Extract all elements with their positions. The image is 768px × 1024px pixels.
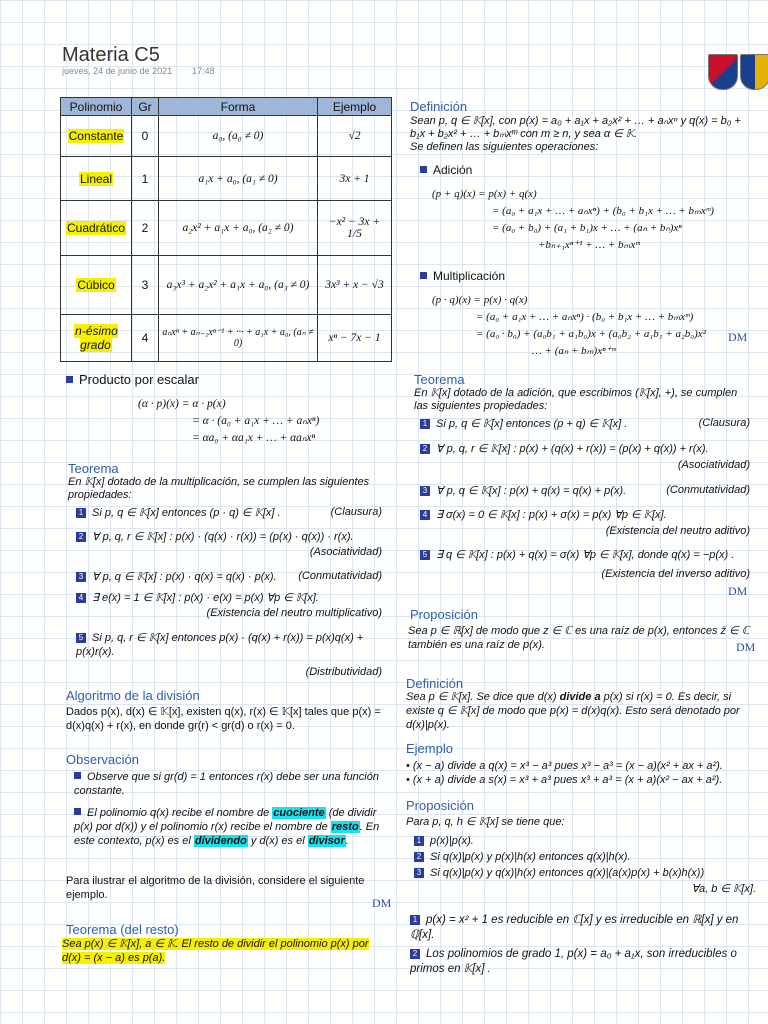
item-text: (x − a) divide a q(x) = x³ − a³ pues x³ − a³ = (x − a)(x² + ax + a²). [412, 760, 723, 772]
equation-line: = (a₀ · b₀) + (a₀b₁ + a₁b₀)x + (a₀b₂ + a₁b₁ + a₂b₀)x² [476, 328, 706, 340]
def-text: Sean p, q ∈ 𝕂[x], con p(x) = a₀ + a₁x + a₂x² + … + aₙxⁿ y q(x) = b₀ + b₁x + b₂x² + … + bₘxᵐ con m ≥ n, y sea α ∈ 𝕂. [410, 115, 741, 140]
dm-logo: DM [736, 640, 756, 654]
cell-ejemplo: √2 [318, 116, 392, 157]
item-text: (x + a) divide a s(x) = x³ + a³ pues x³ + a³ = (x + a)(x² − ax + a²). [412, 774, 723, 786]
list-item: • (x + a) divide a s(x) = x³ + a³ pues x³ + a³ = (x + a)(x² − ax + a²). [406, 774, 723, 786]
col-header: Gr [132, 98, 159, 116]
cell-forma: a₁x + a₀, (a₁ ≠ 0) [159, 157, 318, 201]
equation-line: = (a₀ + a₁x + … + aₙxⁿ) + (b₀ + b₁x + … + bₘxᵐ) [492, 205, 714, 217]
adicion-title [420, 163, 472, 177]
item-text: ∀ p, q, r ∈ 𝕂[x] : p(x) · (q(x) · r(x)) = (p(x) · q(x)) · r(x). [92, 531, 354, 543]
item-text: ∀ p, q ∈ 𝕂[x] : p(x) · q(x) = q(x) · p(x). [92, 571, 277, 583]
time-text: 17:48 [192, 66, 215, 76]
bullet-icon [74, 772, 81, 779]
observacion-title: Observación [66, 752, 139, 767]
item-number: 2 [76, 532, 86, 542]
item-number: 4 [420, 510, 430, 520]
producto-title [66, 372, 199, 387]
section-title: Adición [433, 163, 473, 177]
teorema-mult-title: Teorema [68, 461, 119, 476]
producto-equation [138, 396, 319, 447]
highlight-text: Constante [68, 129, 124, 143]
ejemplo-title: Ejemplo [406, 741, 453, 756]
teorema-add-item [420, 507, 750, 539]
definicion1-title: Definición [410, 99, 468, 114]
equation-line: … + (aₙ + bₘ)xⁿ⁺ᵐ [532, 345, 616, 357]
cell-name [61, 315, 132, 362]
cell-gr: 0 [132, 116, 159, 157]
item-number: 2 [420, 444, 430, 454]
highlight-resto: resto [331, 821, 359, 833]
item-tag: (Existencia del neutro multiplicativo) [206, 607, 382, 619]
col-header: Polinomio [61, 98, 132, 116]
equation-line: (p + q)(x) = p(x) + q(x) [432, 188, 537, 200]
item-text: ∃ q ∈ 𝕂[x] : p(x) + q(x) = σ(x) ∀p ∈ 𝕂[x], donde q(x) = −p(x) . [436, 549, 735, 561]
highlight-cociente: cuociente [273, 807, 325, 819]
item-text: ∀ p, q, r ∈ 𝕂[x] : p(x) + (q(x) + r(x)) = (p(x) + q(x)) + r(x). [436, 443, 709, 455]
multiplicacion-title [420, 269, 505, 283]
shield-right-icon [740, 54, 768, 90]
item-number: 2 [414, 852, 424, 862]
item-text: Los polinomios de grado 1, p(x) = a₀ + a₁x, son irreducibles o primos en 𝕂[x] . [410, 948, 737, 975]
cell-ejemplo: xⁿ − 7x − 1 [318, 315, 392, 362]
section-title: Multiplicación [433, 269, 506, 283]
algoritmo-text: Dados p(x), d(x) ∈ 𝕂[x], existen q(x), r(x) ∈ 𝕂[x] tales que p(x) = d(x)q(x) + r(x), en donde gr(r) < gr(d) o r(x) = 0. [66, 706, 381, 732]
cell-ejemplo: 3x + 1 [318, 157, 392, 201]
item-text: Observe que si gr(d) = 1 entonces r(x) debe ser una función constante. [74, 771, 379, 797]
table-row [61, 201, 392, 256]
adicion-equation [432, 186, 714, 254]
item-tail: ∀a, b ∈ 𝕂[x]. [691, 883, 756, 895]
cell-name [61, 116, 132, 157]
polynomial-table [60, 97, 392, 362]
equation-line: (p · q)(x) = p(x) · q(x) [432, 294, 528, 306]
teorema-mult-item [76, 530, 382, 560]
proposicion2-intro: Para p, q, h ∈ 𝕂[x] se tiene que: [406, 816, 565, 828]
equation-line: (α · p)(x) = α · p(x) [138, 398, 226, 410]
item-tag: (Distributividad) [305, 666, 382, 678]
teorema-mult-item [76, 591, 382, 621]
cell-forma: a₃x³ + a₂x² + a₁x + a₀, (a₃ ≠ 0) [159, 256, 318, 315]
def-text: Sea p ∈ 𝕂[x]. Se dice que d(x) [406, 691, 557, 703]
equation-line: = α · (a₀ + a₁x + … + aₙxⁿ) [192, 415, 320, 427]
equation-line: = (a₀ + a₁x + … + aₙxⁿ) · (b₀ + b₁x + … + bₘxᵐ) [476, 311, 694, 323]
observacion-item-2 [74, 806, 392, 848]
highlight-text: n-ésimo grado [75, 324, 118, 352]
cell-name [61, 201, 132, 256]
cell-gr: 2 [132, 201, 159, 256]
cell-ejemplo: −x² − 3x + 1/5 [318, 201, 392, 256]
highlight-dividendo: dividendo [194, 835, 247, 847]
cell-name [61, 256, 132, 315]
highlight-text: Cúbico [77, 278, 115, 292]
item-tag: (Asociatividad) [309, 546, 382, 558]
item-tag: (Clausura) [698, 417, 750, 429]
table-row [61, 116, 392, 157]
table-row [61, 157, 392, 201]
list-item [410, 947, 756, 977]
ejemplo-list [406, 759, 756, 787]
item-text: Si q(x)|p(x) y q(x)|h(x) entonces q(x)|(a(x)p(x) + b(x)h(x)) [430, 867, 705, 879]
item-number: 5 [420, 550, 430, 560]
definicion1-text [410, 115, 754, 154]
proposicion1-title: Proposición [410, 607, 478, 622]
item-number: 2 [410, 949, 420, 959]
cell-gr: 3 [132, 256, 159, 315]
cell-forma: a₂x² + a₁x + a₀, (a₂ ≠ 0) [159, 201, 318, 256]
dm-logo: DM [728, 330, 748, 344]
dm-logo: DM [372, 896, 392, 910]
item-text: Si p, q ∈ 𝕂[x] entonces (p + q) ∈ 𝕂[x] . [436, 418, 628, 430]
definicion2-title: Definición [406, 676, 464, 691]
teorema-add-title: Teorema [414, 372, 465, 387]
col-header: Ejemplo [318, 98, 392, 116]
teorema-resto-title: Teorema (del resto) [66, 922, 179, 937]
col-header: Forma [159, 98, 318, 116]
item-tag: (Conmutatividad) [298, 570, 382, 582]
multiplicacion-equation [432, 292, 706, 360]
item-number: 1 [410, 915, 420, 925]
algoritmo-title: Algoritmo de la división [66, 688, 200, 703]
observacion-item-1 [74, 770, 392, 798]
final-list [410, 913, 756, 977]
table-row [61, 315, 392, 362]
highlight-text: Sea p(x) ∈ 𝕂[x], a ∈ 𝕂. El resto de dividir el polinomio p(x) por d(x) = (x − a) es p(a). [62, 938, 369, 964]
cell-forma: a₀, (a₀ ≠ 0) [159, 116, 318, 157]
item-tag: (Asociatividad) [677, 459, 750, 471]
item-tag: (Clausura) [330, 506, 382, 518]
item-number: 1 [76, 508, 86, 518]
equation-line: = αa₀ + αa₁x + … + αaₙxⁿ [192, 432, 316, 444]
item-number: 4 [76, 593, 86, 603]
teorema-mult-intro: En 𝕂[x] dotado de la multiplicación, se cumplen las siguientes propiedades: [68, 476, 370, 501]
teorema-add-item [420, 484, 750, 497]
item-number: 3 [414, 868, 424, 878]
item-text: ∃ e(x) = 1 ∈ 𝕂[x] : p(x) · e(x) = p(x) ∀p ∈ 𝕂[x]. [92, 592, 319, 604]
def-bold: divide a [559, 691, 601, 703]
item-number: 3 [420, 486, 430, 496]
def-text: p(x) si r(x) = 0. Es decir, si existe q ∈ 𝕂[x] de modo que p(x) = d(x)q(x). Esto será denotado por d(x)|p(x). [406, 691, 740, 731]
item-text: (de dividir p(x) por d(x)) y el polinomio r(x) recibe el nombre de [74, 807, 377, 833]
item-text: El polinomio q(x) recibe el nombre de [87, 807, 270, 819]
list-item [414, 865, 756, 881]
bullet-icon [420, 166, 427, 173]
definicion2-text [406, 690, 750, 732]
list-item [414, 833, 756, 849]
item-text: Si p, q ∈ 𝕂[x] entonces (p · q) ∈ 𝕂[x] . [92, 507, 281, 519]
highlight-text: Lineal [79, 171, 113, 186]
item-number: 1 [420, 419, 430, 429]
item-text: . En este contexto, p(x) es el [74, 821, 380, 847]
item-text: . [345, 835, 349, 847]
cell-ejemplo: 3x³ + x − √3 [318, 256, 392, 315]
teorema-add-intro: En 𝕂[x] dotado de la adición, que escribimos (𝕂[x], +), se cumplen las siguientes propiedades: [414, 387, 738, 412]
teorema-mult-item [76, 631, 382, 679]
highlight-text: Cuadrático [66, 221, 126, 235]
teorema-mult-item [76, 506, 382, 519]
proposicion1-text: Sea p ∈ ℝ[x] de modo que z ∈ ℂ es una raíz de p(x), entonces z̄ ∈ ℂ también es una raíz de p(x). [408, 625, 750, 651]
university-logo [708, 54, 768, 90]
cell-forma: aₙxⁿ + aₙ₋₁xⁿ⁻¹ + ··· + a₁x + a₀, (aₙ ≠ 0) [159, 315, 318, 362]
shield-left-icon [708, 54, 738, 90]
cell-gr: 4 [132, 315, 159, 362]
item-text: Si q(x)|p(x) y p(x)|h(x) entonces q(x)|h(x). [430, 851, 631, 863]
bullet-icon [420, 272, 427, 279]
list-item: • (x − a) divide a q(x) = x³ − a³ pues x³ − a³ = (x − a)(x² + ax + a²). [406, 760, 723, 772]
highlight-divisor: divisor [308, 835, 345, 847]
page-date [62, 66, 215, 76]
item-text: y d(x) es el [250, 835, 305, 847]
def-text: Se definen las siguientes operaciones: [410, 141, 599, 153]
bullet-icon [66, 376, 73, 383]
item-number: 5 [76, 633, 86, 643]
table-header-row [61, 98, 392, 116]
equation-line: +bₙ₊₁xⁿ⁺¹ + … + bₘxᵐ [538, 239, 640, 251]
item-text: Si p, q, r ∈ 𝕂[x] entonces p(x) · (q(x) + r(x)) = p(x)q(x) + p(x)r(x). [76, 632, 364, 658]
page-title: Materia C5 [62, 44, 160, 66]
date-text: jueves, 24 de junio de 2021 [62, 66, 173, 76]
cell-gr: 1 [132, 157, 159, 201]
bullet-icon [74, 808, 81, 815]
teorema-resto-text [62, 937, 390, 965]
item-number: 3 [76, 572, 86, 582]
dm-logo: DM [728, 584, 748, 598]
section-title: Producto por escalar [79, 372, 199, 387]
list-item [414, 849, 756, 865]
item-text: ∃ σ(x) = 0 ∈ 𝕂[x] : p(x) + σ(x) = p(x) ∀p ∈ 𝕂[x]. [436, 509, 667, 521]
teorema-mult-item [76, 570, 382, 583]
proposicion2-title: Proposición [406, 798, 474, 813]
item-tag: (Existencia del inverso aditivo) [601, 568, 750, 580]
item-number: 1 [414, 836, 424, 846]
teorema-add-item [420, 417, 750, 430]
item-text: p(x) = x² + 1 es reducible en ℂ[x] y es irreducible en ℝ[x] y en ℚ[x]. [410, 914, 739, 941]
list-item [410, 913, 756, 943]
item-text: ∀ p, q ∈ 𝕂[x] : p(x) + q(x) = q(x) + p(x). [436, 485, 627, 497]
teorema-add-item [420, 548, 750, 582]
item-tag: (Conmutatividad) [666, 484, 750, 496]
teorema-add-item [420, 441, 750, 473]
equation-line: = (a₀ + b₀) + (a₁ + b₁)x + … + (aₙ + bₙ)xⁿ [492, 222, 682, 234]
item-text: p(x)|p(x). [430, 835, 474, 847]
table-row [61, 256, 392, 315]
item-tag: (Existencia del neutro aditivo) [605, 525, 750, 537]
proposicion2-list [414, 833, 756, 897]
cell-name [61, 157, 132, 201]
ilustrar-text: Para ilustrar el algoritmo de la división, considere el siguiente ejemplo. [66, 875, 365, 901]
